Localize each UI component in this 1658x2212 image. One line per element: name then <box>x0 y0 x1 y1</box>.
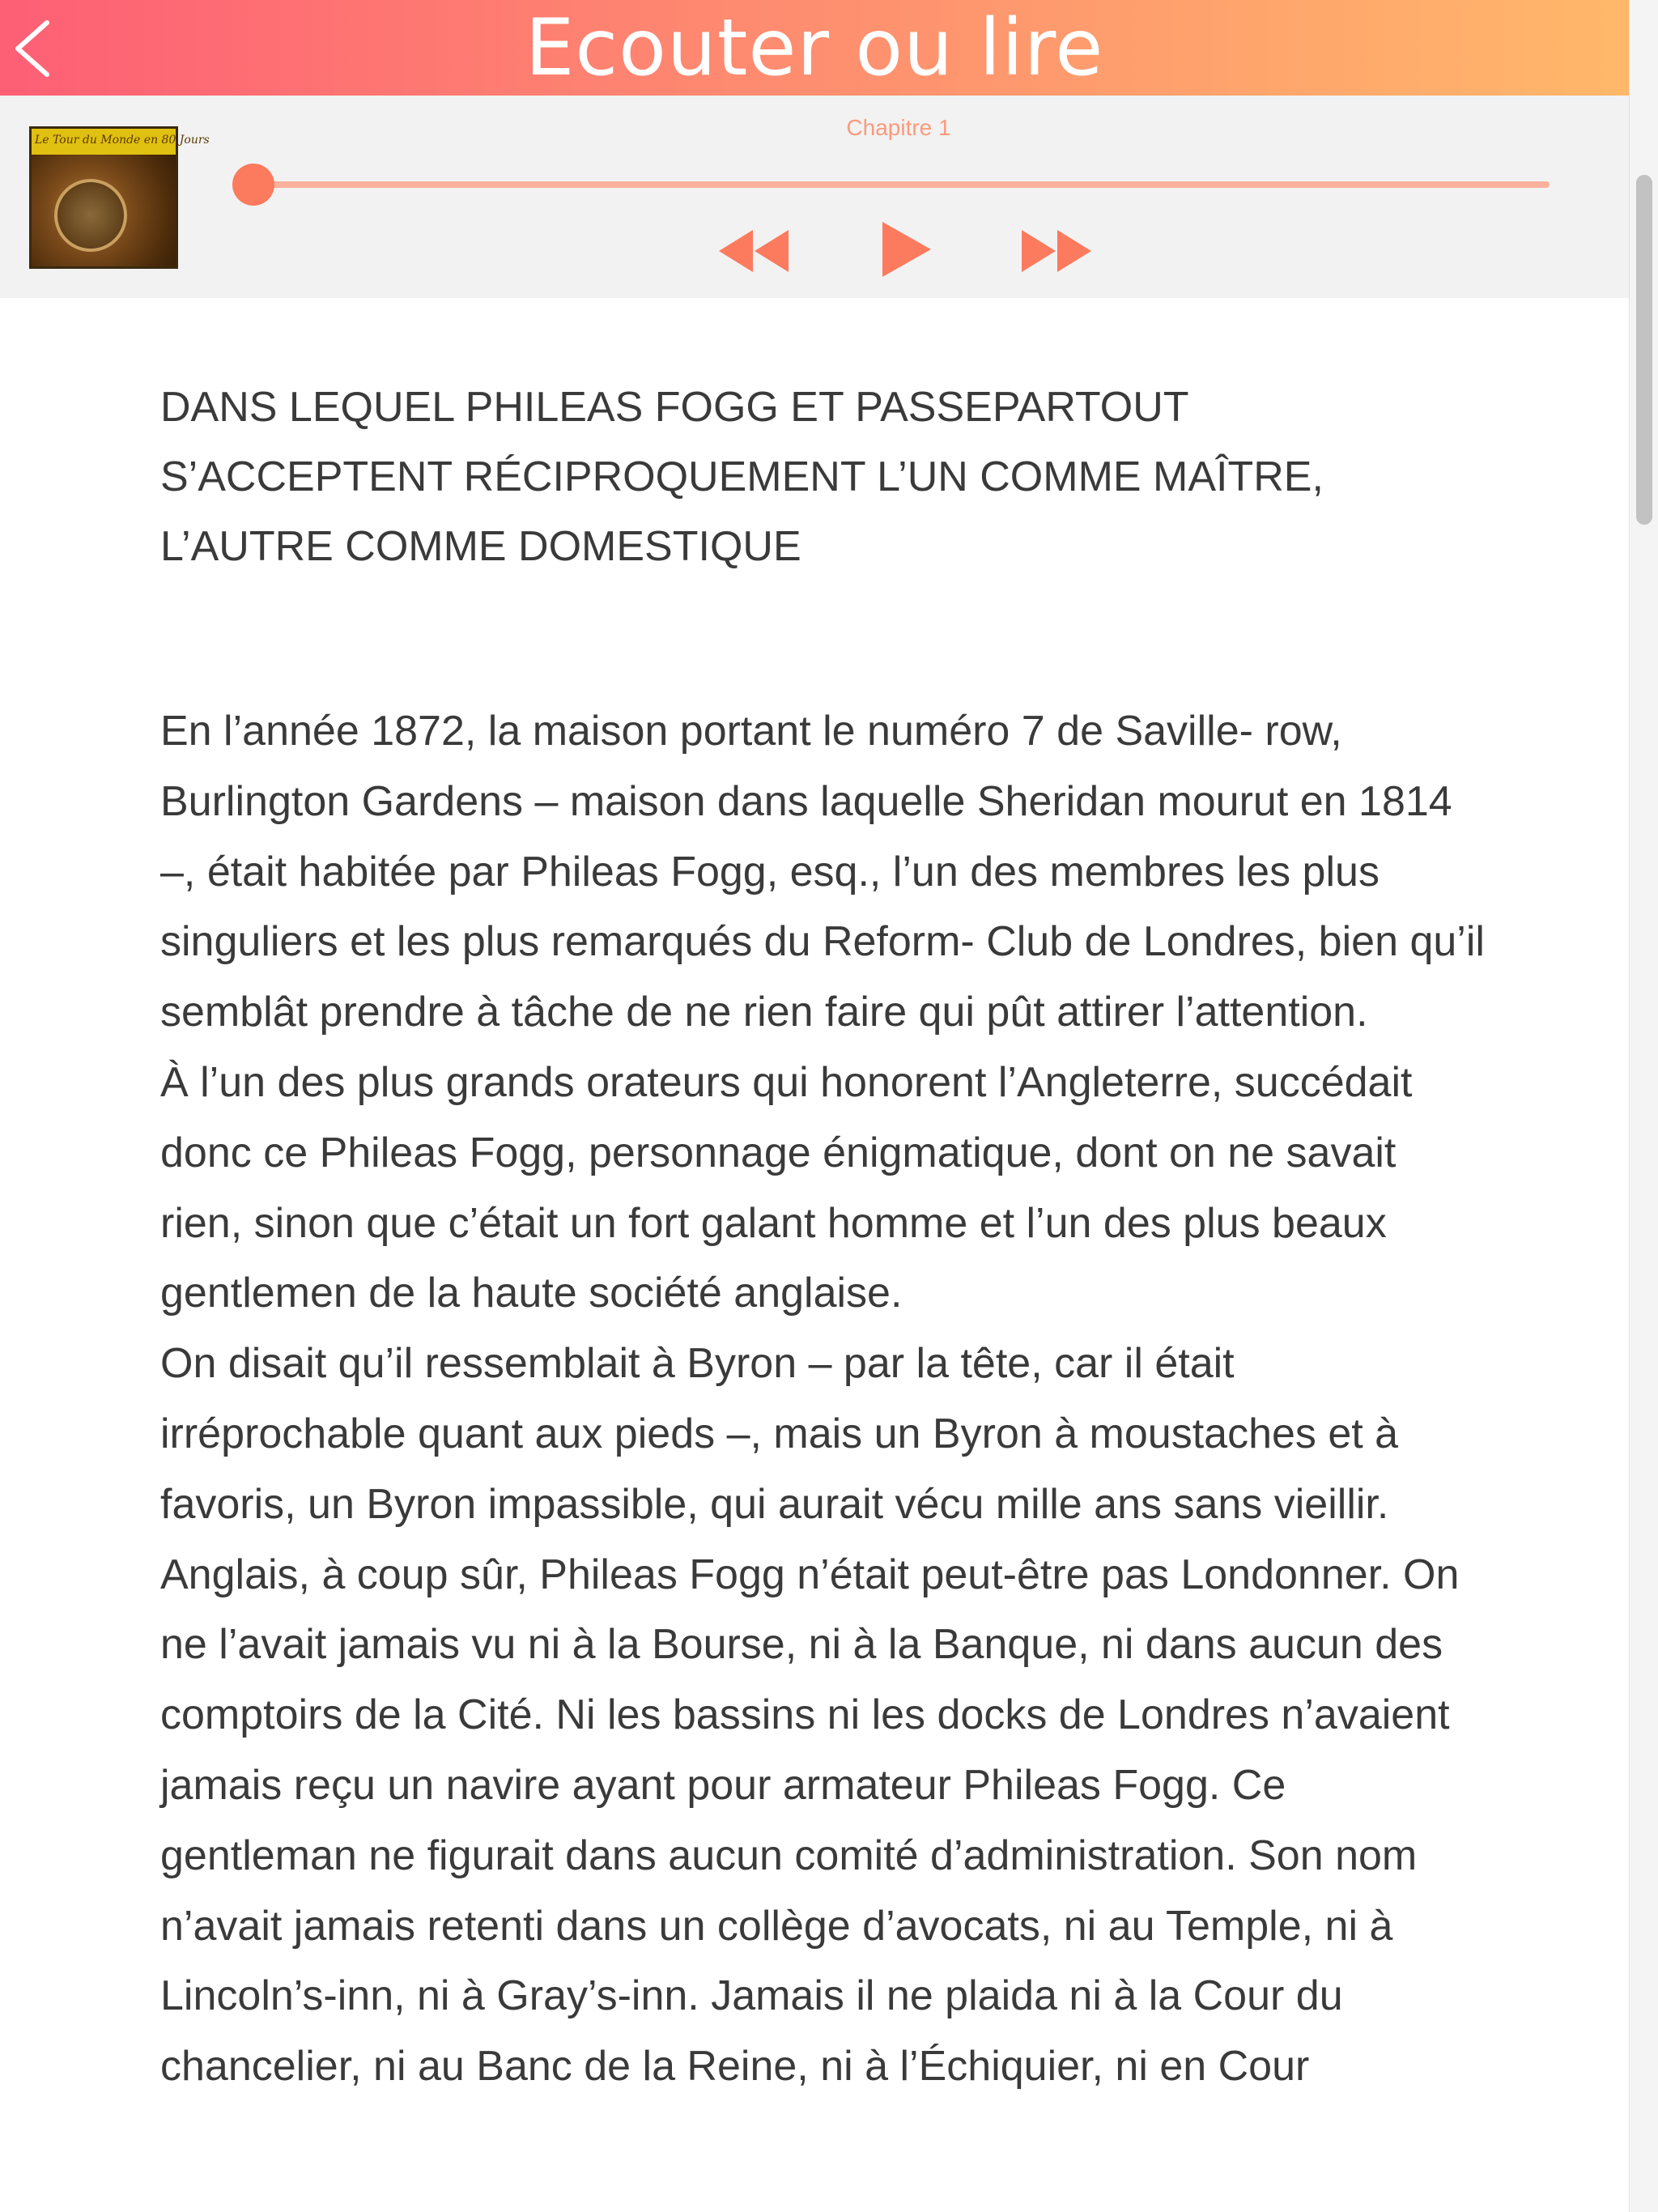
chapter-label: Chapitre 1 <box>846 115 951 140</box>
compass-icon <box>54 179 127 252</box>
play-icon <box>874 215 939 283</box>
rewind-button[interactable] <box>712 222 793 280</box>
play-button[interactable] <box>874 215 939 283</box>
fast-forward-button[interactable] <box>1017 222 1098 280</box>
paragraph: Anglais, à coup sûr, Phileas Fogg n’était peut-être pas Londonner. On ne l’avait jamais vu ni à la Bourse, ni à la Banque, ni dans aucun des comptoirs de la Cité. Ni les bassins ni les docks de Londres n’avaient jamais reçu un navire ayant pour armateur Phileas Fogg. Ce gentleman ne figurait dans aucun comité d’administration. Son nom n’avait jamais retenti dans un collège d’avocats, ni au Temple, ni à Lincoln’s-inn, ni à Gray’s-inn. Jamais il ne plaida ni à la Cour du chancelier, ni au Banc de la Reine, ni à l’Échiquier, ni en Cour <box>160 1551 1460 2091</box>
scrollbar-thumb[interactable] <box>1636 175 1652 525</box>
book-cover-image <box>29 126 210 269</box>
paragraph: À l’un des plus grands orateurs qui honorent l’Angleterre, succédait donc ce Phileas Fogg, personnage énigmatique, dont on ne savait rien, sinon que c’était un fort galant homme et l’un des plus beaux gentlemen de la haute société anglaise. <box>160 1058 1413 1317</box>
chapter-heading: DANS LEQUEL PHILEAS FOGG ET PASSEPARTOUT S’ACCEPTENT RÉCIPROQUEMENT L’UN COMME MAÎTRE, L’AUTRE COMME DOMESTIQUE <box>160 384 1324 570</box>
progress-slider-thumb[interactable] <box>232 164 274 206</box>
progress-slider[interactable] <box>253 181 1550 188</box>
rewind-icon <box>712 222 793 280</box>
fast-forward-icon <box>1017 222 1098 280</box>
chevron-left-icon <box>8 16 57 81</box>
paragraph: En l’année 1872, la maison portant le numéro 7 de Saville- row, Burlington Gardens – maison dans laquelle Sheridan mourut en 1814 –, était habitée par Phileas Fogg, esq., l’un des membres les plus singuliers et les plus remarqués du Reform- Club de Londres, bien qu’il semblât prendre à tâche de ne rien faire qui pût attirer l’attention. <box>160 708 1485 1036</box>
chapter-text <box>160 696 1488 2102</box>
chapter-content <box>0 298 1629 2212</box>
page-title: Ecouter ou lire <box>525 2 1104 93</box>
vertical-scrollbar[interactable] <box>1629 0 1658 2212</box>
header-bar <box>0 0 1629 96</box>
audio-player <box>0 96 1629 298</box>
cover-title-text: Le Tour du Monde en 80 Jours <box>35 134 210 147</box>
back-button[interactable] <box>0 0 89 96</box>
paragraph: On disait qu’il ressemblait à Byron – par la tête, car il était irréprochable quant aux pieds –, mais un Byron à moustaches et à favoris, un Byron impassible, qui aurait vécu mille ans sans vieillir. <box>160 1340 1399 1528</box>
